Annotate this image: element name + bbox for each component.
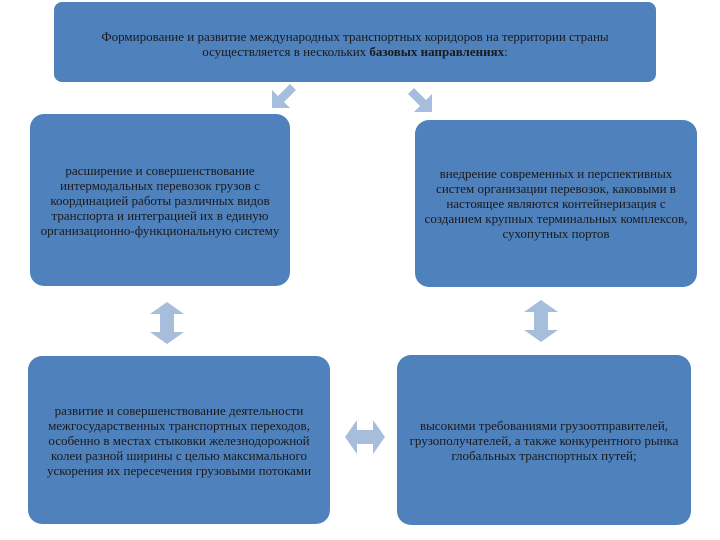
arrow-top-to-right (406, 86, 436, 116)
direction-box-requirements (397, 355, 691, 525)
direction-box-intermodal (30, 114, 290, 286)
top-heading-box (54, 2, 656, 82)
direction-text-intermodal: расширение и совершенствование интермодальных перевозок грузов с координацией работы различных видов транспорта и интеграцией их в единую организационно-функциональную систему (40, 162, 280, 238)
arrow-horizontal (345, 420, 385, 454)
top-heading-text (74, 14, 636, 59)
top-heading-bold: базовых направлениях (369, 44, 505, 59)
arrow-left-vertical (150, 302, 184, 344)
direction-text-border-crossings: развитие и совершенствование деятельности межгосударственных транспортных переходов, особенно в местах стыковки железнодорожной колеи разной ширины с целью максимального ускорения их пересечения грузовыми потоками (46, 402, 312, 478)
direction-box-border-crossings (28, 356, 330, 524)
direction-text-containerization: внедрение современных и перспективных систем организации перевозок, каковыми в настоящее являются контейнеризация с созданием крупных терминальных комплексов, сухопутных портов (424, 166, 688, 241)
top-heading-end: : (504, 44, 508, 59)
arrow-right-vertical (524, 300, 558, 342)
top-heading-plain: Формирование и развитие международных транспортных коридоров на территории страны осуществляется в нескольких (101, 29, 609, 59)
arrow-top-to-left (268, 82, 298, 112)
direction-box-containerization (415, 120, 697, 287)
direction-text-requirements: высокими требованиями грузоотправителей, грузополучателей, а также конкурентного рынка глобальных транспортных путей; (409, 417, 679, 463)
